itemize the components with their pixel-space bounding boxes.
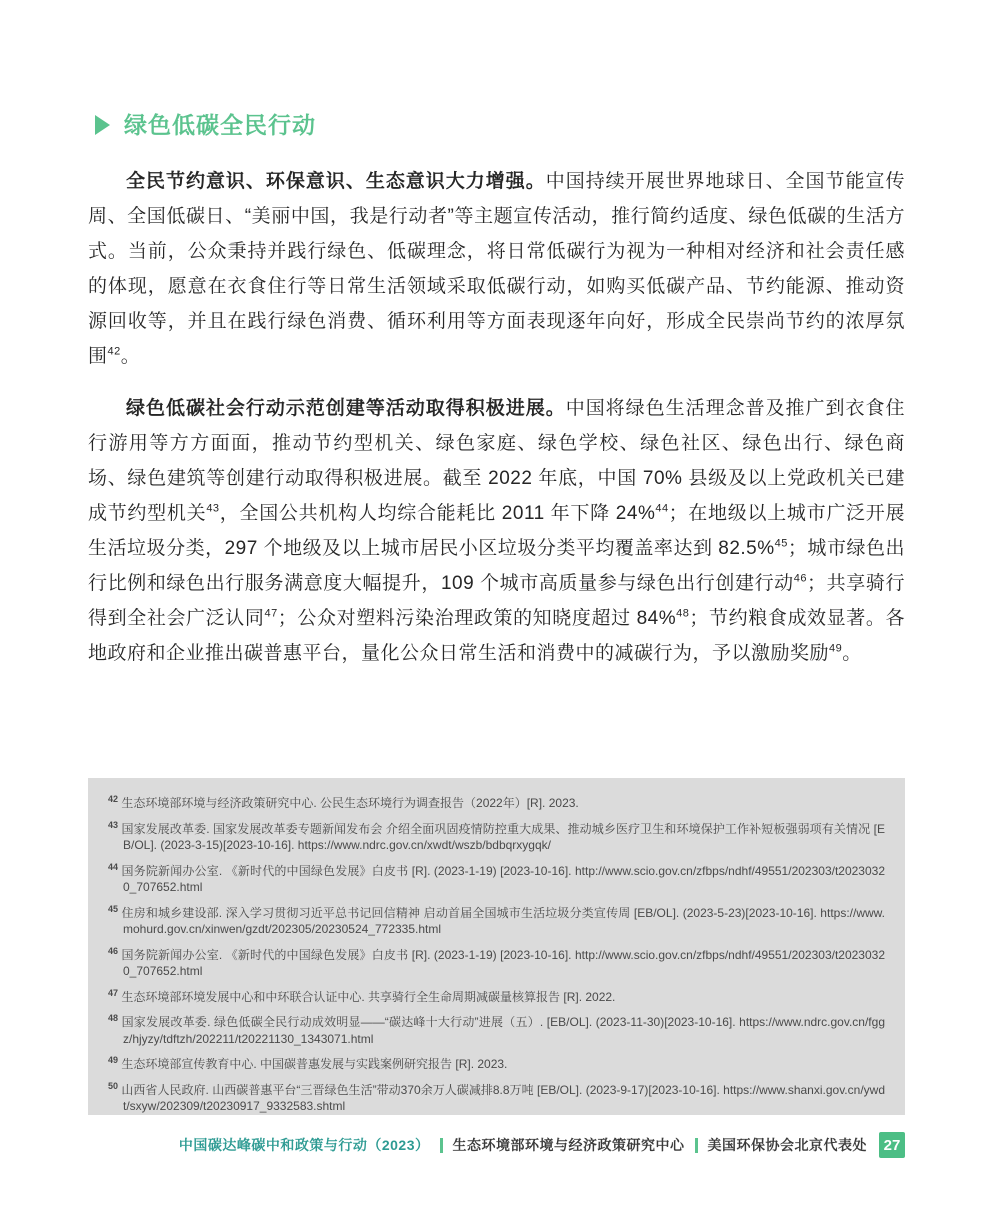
footnote-number: 45: [108, 903, 119, 914]
footnote-item: $^{43}$ 国家发展改革委. 国家发展改革委专题新闻发布会 介绍全面巩固疫情防控重大成果、推动城乡医疗卫生和环境保护工作补短板强弱项有关情况 [EB/OL]. (2023-3-15)[2023-10-16]. https://www.ndrc.gov.cn/xwdt/wszb/bdbqrxygqk/: [108, 819, 885, 852]
footnote-reference: 48: [676, 607, 690, 620]
footnote-number: 44: [108, 861, 119, 872]
footnote-number: 50: [108, 1080, 119, 1091]
footnote-number: 43: [108, 819, 119, 830]
lead-sentence: 全民节约意识、环保意识、生态意识大力增强。: [126, 171, 546, 192]
footnote-item: $^{50}$ 山西省人民政府. 山西碳普惠平台“三晋绿色生活”带动370余万人碳减排8.8万吨 [EB/OL]. (2023-9-17)[2023-10-16]. https://www.shanxi.gov.cn/ywdt/sxyw/202309/t20230917_9332583.shtml: [108, 1080, 885, 1113]
text-run: ，全国公共机构人均综合能耗比 2011 年下降 24%: [219, 503, 656, 524]
footnote-reference: 49: [829, 642, 843, 655]
body-text: [88, 164, 905, 688]
footnote-item: $^{44}$ 国务院新闻办公室. 《新时代的中国绿色发展》白皮书 [R]. (2023-1-19) [2023-10-16]. http://www.scio.gov.cn/zfbps/ndhf/49551/202303/t20230320_707652.html: [108, 861, 885, 894]
footnote-item: $^{46}$ 国务院新闻办公室. 《新时代的中国绿色发展》白皮书 [R]. (2023-1-19) [2023-10-16]. http://www.scio.gov.cn/zfbps/ndhf/49551/202303/t20230320_707652.html: [108, 945, 885, 978]
footer-divider-icon: [695, 1138, 698, 1153]
text-run: 中国将绿色生活理念普及推广到衣食住行游用等方方面面，推动节约型机关、绿色家庭、绿色学校、绿色社区、绿色出行、绿色商场、绿色建筑等创建行动取得积极进展。截至 2022 年底，中国 70% 县级及以上党政机关已建成节约型机关: [88, 398, 905, 524]
text-run: 。: [120, 346, 141, 367]
footnote-number: 49: [108, 1055, 119, 1065]
text-run: ；城市绿色出行比例和绿色出行服务满意度大幅提升，109 个城市高质量参与绿色出行创建行动: [88, 538, 905, 594]
footer-divider-icon: [440, 1138, 443, 1153]
section-title: 绿色低碳全民行动: [124, 112, 316, 138]
text-run: ；在地级以上城市广泛开展生活垃圾分类，297 个地级及以上城市居民小区垃圾分类平均覆盖率达到 82.5%: [88, 503, 905, 559]
paragraph: [88, 164, 905, 374]
footnote-item: $^{47}$ 生态环境部环境发展中心和中环联合认证中心. 共享骑行全生命周期减碳量核算报告 [R]. 2022.: [108, 987, 616, 1004]
footnote-number: 42: [108, 794, 119, 804]
section-heading: [95, 111, 316, 139]
text-run: ；节约粮食成效显著。各地政府和企业推出碳普惠平台，量化公众日常生活和消费中的减碳行为，予以激励奖励: [88, 608, 905, 664]
text-run: 中国持续开展世界地球日、全国节能宣传周、全国低碳日、“美丽中国，我是行动者”等主题宣传活动，推行简约适度、绿色低碳的生活方式。当前，公众秉持并践行绿色、低碳理念，将日常低碳行为视为一种相对经济和社会责任感的体现，愿意在衣食住行等日常生活领域采取低碳行动，如购买低碳产品、节约能源、推动资源回收等，并且在践行绿色消费、循环利用等方面表现逐年向好，形成全民崇尚节约的浓厚氛围: [88, 171, 905, 367]
footnote-box: [88, 778, 905, 1115]
footnote-reference: 43: [206, 502, 220, 515]
footnote-reference: 47: [264, 607, 278, 620]
text-run: 。: [842, 643, 862, 664]
footnote-reference: 42: [107, 345, 121, 358]
footnote-number: 48: [108, 1013, 119, 1023]
footnote-item: $^{45}$ 住房和城乡建设部. 深入学习贯彻习近平总书记回信精神 启动首届全国城市生活垃圾分类宣传周 [EB/OL]. (2023-5-23)[2023-10-16]. https://www.mohurd.gov.cn/xinwen/gzdt/202305/20230524_772335.html: [108, 903, 885, 936]
footer-org-2: 美国环保协会北京代表处: [707, 1137, 867, 1153]
text-run: ；共享骑行得到全社会广泛认同: [88, 573, 905, 629]
lead-sentence: 绿色低碳社会行动示范创建等活动取得积极进展。: [126, 398, 566, 419]
triangle-bullet-icon: [95, 115, 110, 135]
footnote-item: $^{48}$ 国家发展改革委. 绿色低碳全民行动成效明显——“碳达峰十大行动”进展（五）. [EB/OL]. (2023-11-30)[2023-10-16]. https://www.ndrc.gov.cn/fggz/hjyzy/tdftzh/202211/t20221130_1343071.html: [108, 1013, 885, 1046]
footnote-number: 46: [108, 945, 119, 956]
footnote-item: $^{49}$ 生态环境部宣传教育中心. 中国碳普惠发展与实践案例研究报告 [R]. 2023.: [108, 1055, 508, 1071]
footnote-number: 47: [108, 987, 119, 998]
footnote-reference: 45: [774, 537, 788, 550]
footnote-item: $^{42}$ 生态环境部环境与经济政策研究中心. 公民生态环境行为调查报告（2022年）[R]. 2023.: [108, 794, 579, 810]
paragraph: [88, 391, 905, 671]
footnote-reference: 44: [655, 502, 669, 515]
page-footer: [179, 1131, 905, 1159]
footer-org-1: 生态环境部环境与经济政策研究中心: [452, 1137, 685, 1153]
page-number-badge: 27: [879, 1132, 905, 1158]
footnote-reference: 46: [793, 572, 808, 585]
text-run: ；公众对塑料污染治理政策的知晓度超过 84%: [277, 608, 677, 629]
report-title: 中国碳达峰碳中和政策与行动（2023）: [178, 1137, 430, 1153]
